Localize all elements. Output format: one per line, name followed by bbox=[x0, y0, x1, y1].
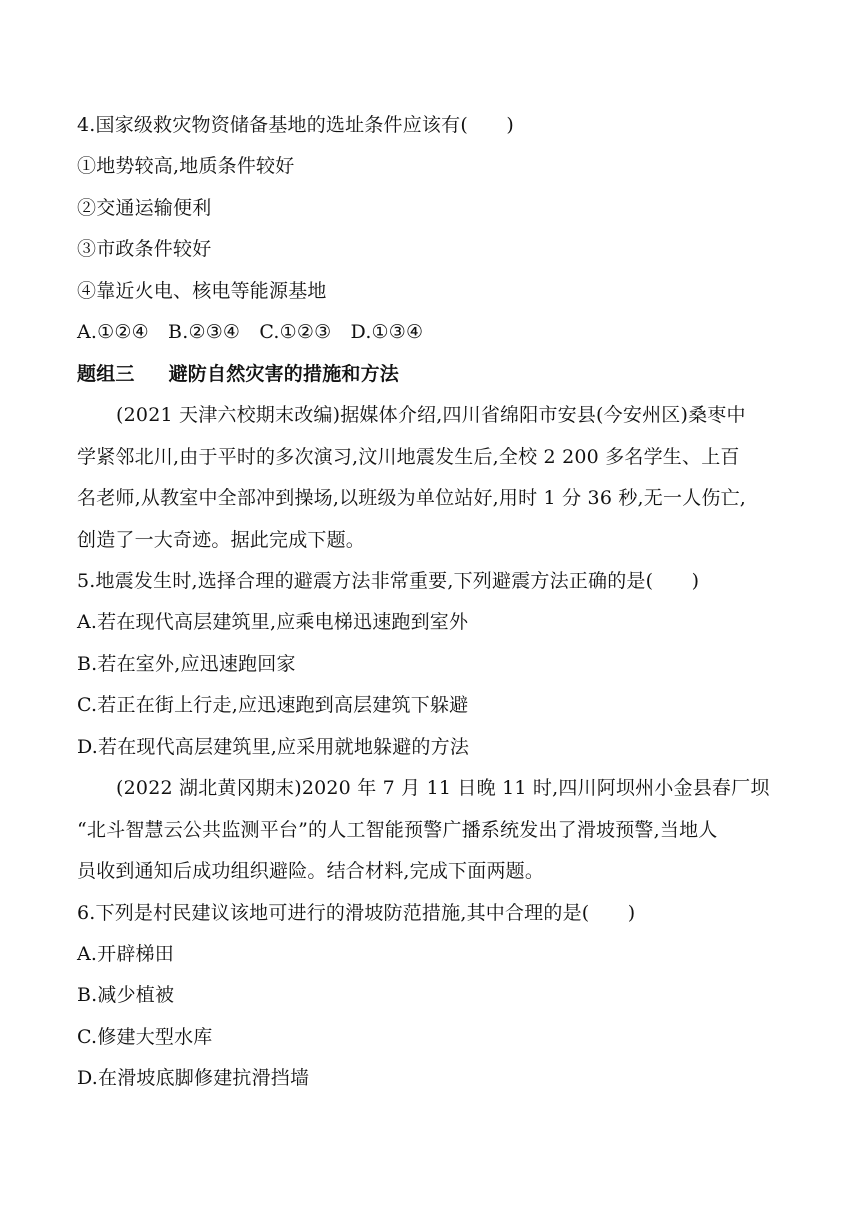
q6-option-d: D.在滑坡底脚修建抗滑挡墙 bbox=[77, 1067, 310, 1089]
section-heading bbox=[77, 362, 399, 386]
q4-stem: 4.国家级救灾物资储备基地的选址条件应该有( ) bbox=[77, 114, 514, 136]
q6-option-b: B.减少植被 bbox=[77, 984, 175, 1006]
q4-item-4: ④靠近火电、核电等能源基地 bbox=[77, 280, 327, 302]
section-title: 避防自然灾害的措施和方法 bbox=[168, 363, 400, 385]
q4-item-1: ①地势较高,地质条件较好 bbox=[77, 155, 295, 177]
passage1-line-2: 学紧邻北川,由于平时的多次演习,汶川地震发生后,全校 2 200 多名学生、上百 bbox=[77, 446, 740, 468]
q4-options: A.①②④ B.②③④ C.①②③ D.①③④ bbox=[77, 321, 424, 343]
passage2-line-2: “北斗智慧云公共监测平台”的人工智能预警广播系统发出了滑坡预警,当地人 bbox=[77, 819, 718, 841]
q5-option-c: C.若正在街上行走,应迅速跑到高层建筑下躲避 bbox=[77, 694, 469, 716]
passage2-line-1: (2022 湖北黄冈期末)2020 年 7 月 11 日晚 11 时,四川阿坝州小金县春厂坝 bbox=[116, 777, 770, 799]
q5-option-d: D.若在现代高层建筑里,应采用就地躲避的方法 bbox=[77, 736, 470, 758]
passage1-line-3: 名老师,从教室中全部冲到操场,以班级为单位站好,用时 1 分 36 秒,无一人伤亡, bbox=[77, 487, 747, 509]
q5-option-a: A.若在现代高层建筑里,应乘电梯迅速跑到室外 bbox=[77, 611, 469, 633]
q6-option-c: C.修建大型水库 bbox=[77, 1026, 213, 1048]
q5-stem: 5.地震发生时,选择合理的避震方法非常重要,下列避震方法正确的是( ) bbox=[77, 570, 700, 592]
q4-item-3: ③市政条件较好 bbox=[77, 238, 212, 260]
q6-stem: 6.下列是村民建议该地可进行的滑坡防范措施,其中合理的是( ) bbox=[77, 902, 636, 924]
passage2-line-3: 员收到通知后成功组织避险。结合材料,完成下面两题。 bbox=[77, 860, 545, 882]
passage1-line-4: 创造了一大奇迹。据此完成下题。 bbox=[77, 529, 366, 551]
passage1-line-1: (2021 天津六校期末改编)据媒体介绍,四川省绵阳市安县(今安州区)桑枣中 bbox=[116, 404, 746, 426]
q6-option-a: A.开辟梯田 bbox=[77, 943, 174, 965]
q4-item-2: ②交通运输便利 bbox=[77, 197, 212, 219]
section-label: 题组三 bbox=[77, 363, 135, 385]
q5-option-b: B.若在室外,应迅速跑回家 bbox=[77, 653, 296, 675]
